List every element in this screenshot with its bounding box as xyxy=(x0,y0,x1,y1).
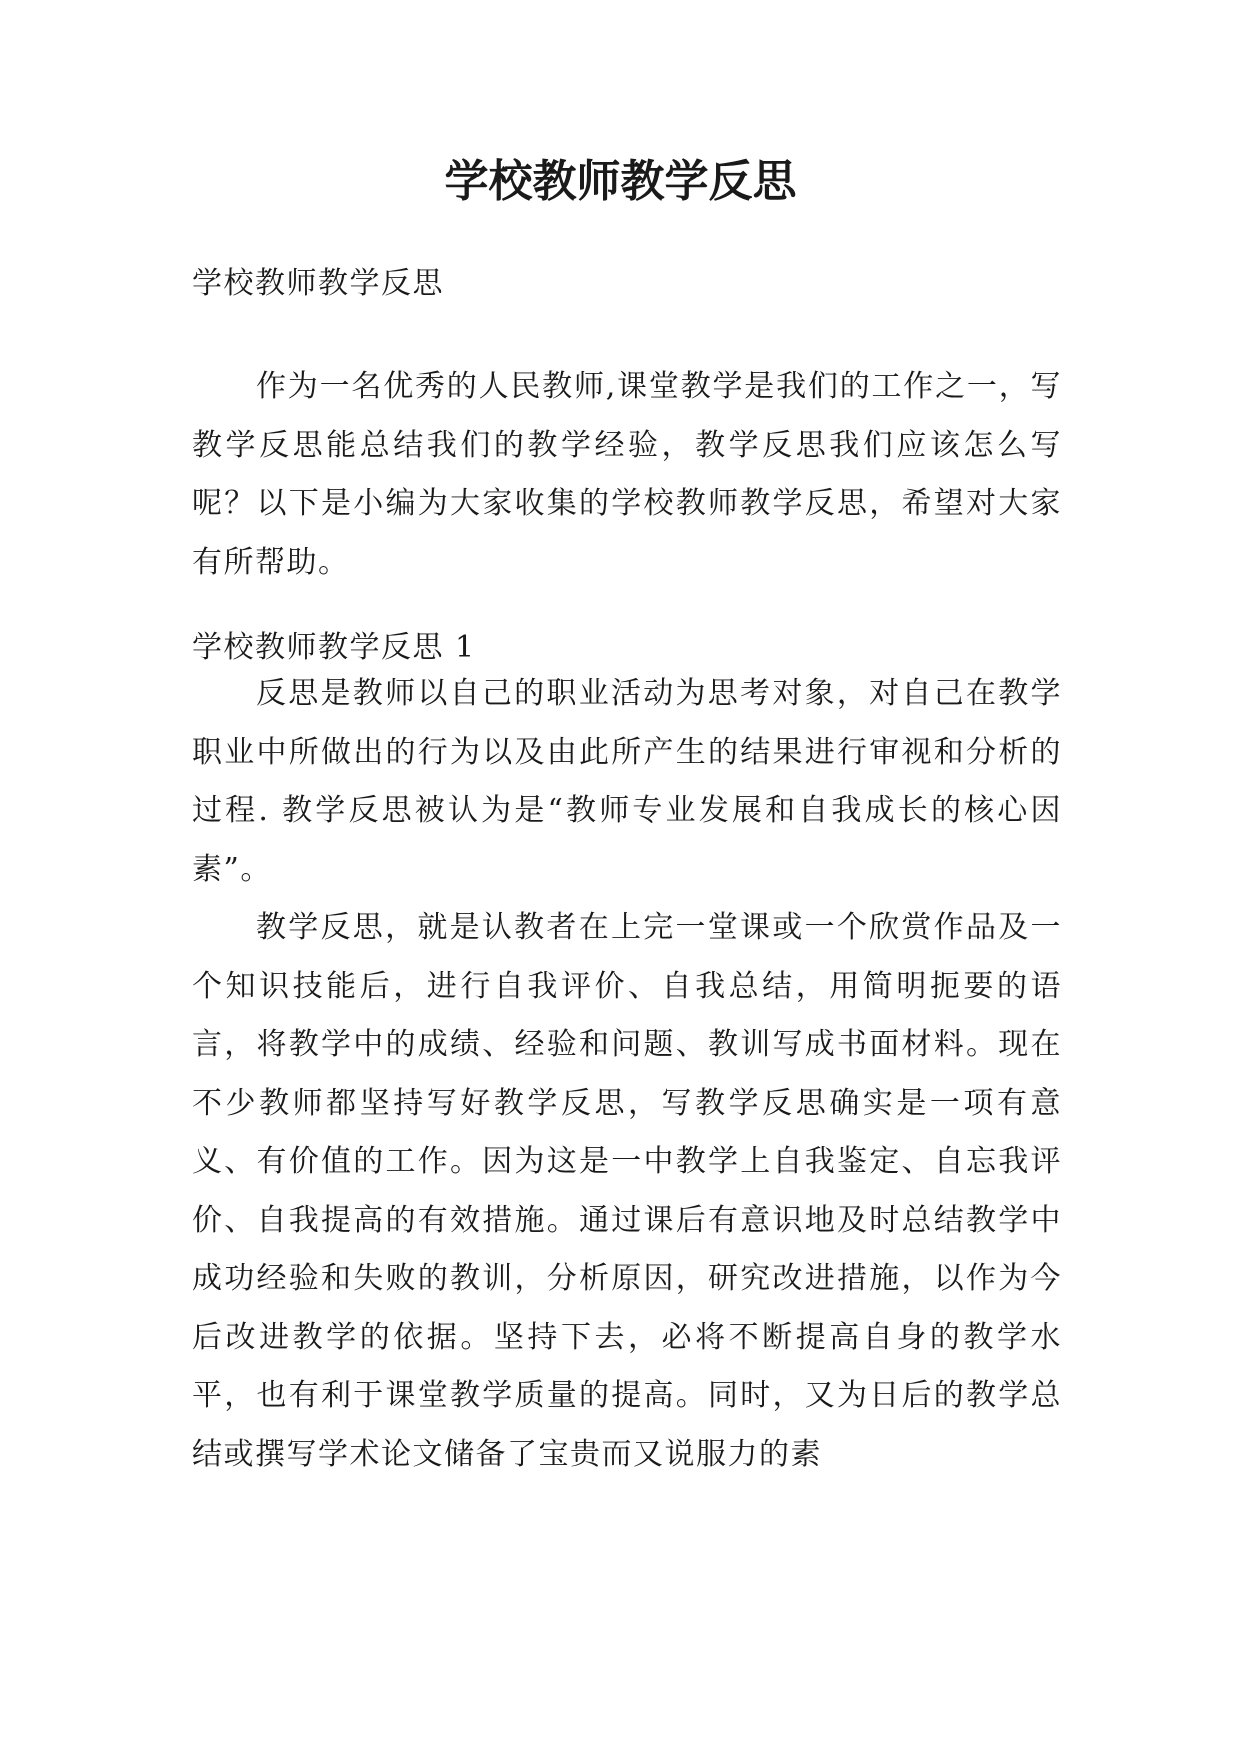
body-paragraph: 反思是教师以自己的职业活动为思考对象，对自己在教学职业中所做出的行为以及由此所产生的结果进行审视和分析的过程. 教学反思被认为是“教师专业发展和自我成长的核心因素”。 xyxy=(192,676,1062,887)
document-subtitle: 学校教师教学反思 xyxy=(192,266,444,301)
body-paragraph: 教学反思，就是认教者在上完一堂课或一个欣赏作品及一个知识技能后，进行自我评价、自我总结，用简明扼要的语言，将教学中的成绩、经验和问题、教训写成书面材料。现在不少教师都坚持写好教学反思，写教学反思确实是一项有意义、有价值的工作。因为这是一中教学上自我鉴定、自忘我评价、自我提高的有效措施。通过课后有意识地及时总结教学中成功经验和失败的教训，分析原因，研究改进措施，以作为今后改进教学的依据。坚持下去，必将不断提高自身的教学水平，也有利于课堂教学质量的提高。同时，又为日后的教学总结或撰写学术论文储备了宝贵而又说服力的素 xyxy=(192,910,1062,1472)
document-title: 学校教师教学反思 xyxy=(444,156,797,207)
intro-paragraph: 作为一名优秀的人民教师,课堂教学是我们的工作之一，写教学反思能总结我们的教学经验，教学反思我们应该怎么写呢？以下是小编为大家收集的学校教师教学反思，希望对大家有所帮助。 xyxy=(192,369,1062,580)
section-heading: 学校教师教学反思 1 xyxy=(192,630,476,665)
